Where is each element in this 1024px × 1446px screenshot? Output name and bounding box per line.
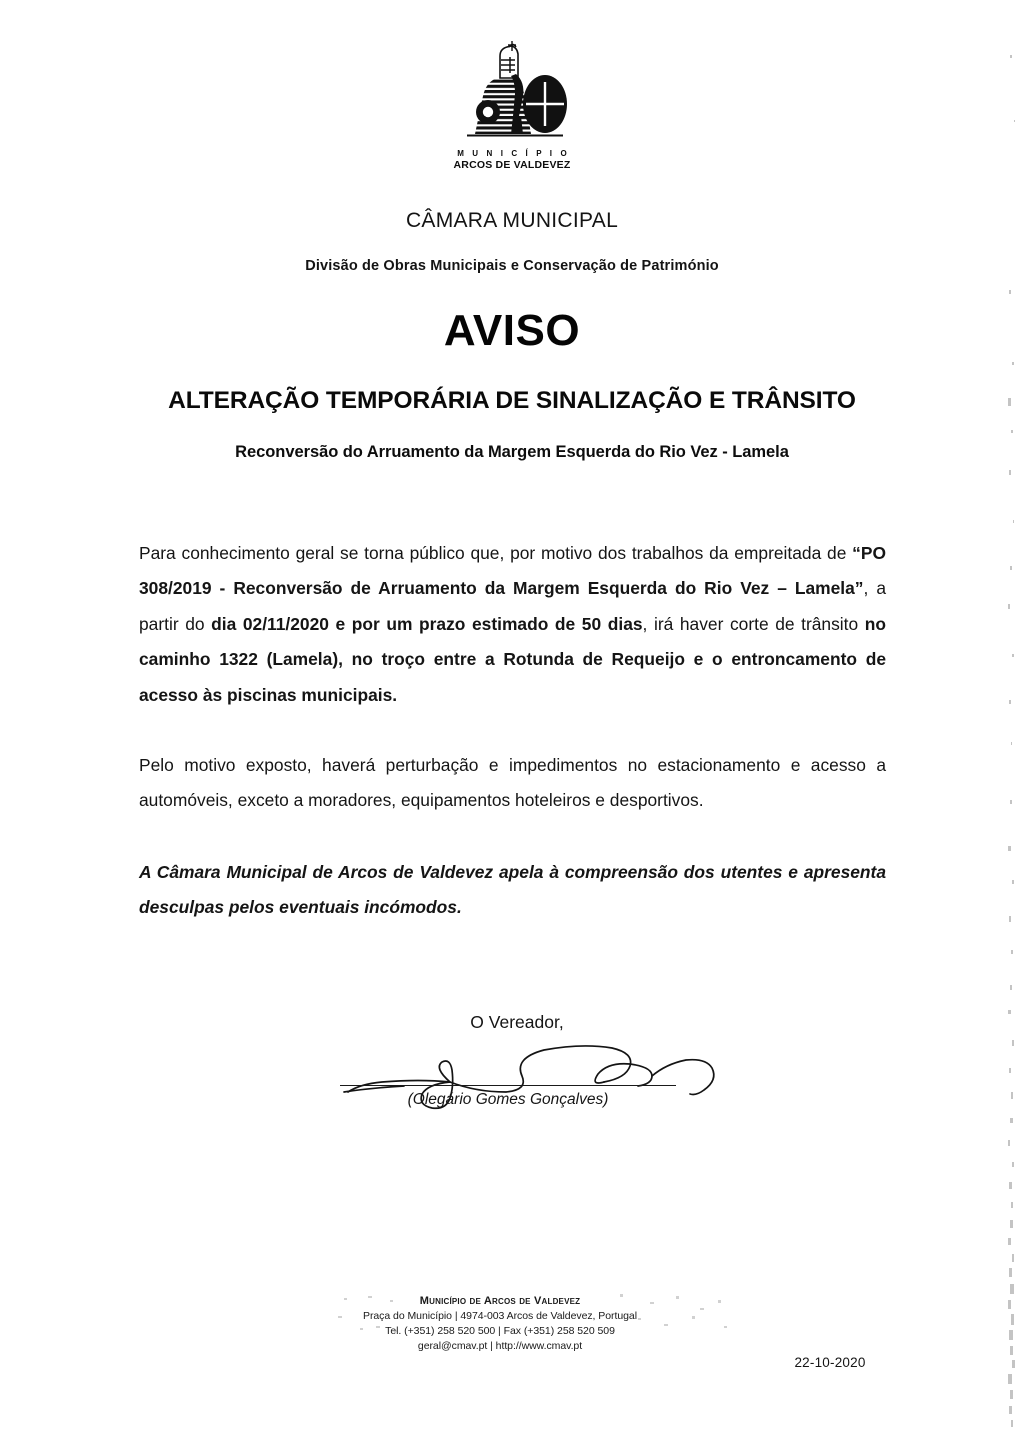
scan-noise-right-edge — [998, 0, 1024, 1446]
paragraph-1-run-3: , a partir do — [139, 578, 886, 634]
signatory-name: (Olegário Gomes Gonçalves) — [407, 1091, 609, 1108]
municipality-logo — [0, 38, 1024, 171]
paragraph-1-location: no caminho 1322 (Lamela), no troço entre a Rotunda de Requeijo e o entroncamento de acesso às piscinas municipais. — [139, 613, 886, 705]
logo-caption-municipio: M U N I C Í P I O — [457, 149, 570, 158]
division-subtitle: Divisão de Obras Municipais e Conservação de Património — [305, 258, 719, 274]
paragraph-1-dates: dia 02/11/2020 e por um prazo estimado de 50 dias — [211, 613, 643, 634]
signature-title: O Vereador, — [470, 1012, 564, 1032]
date-stamp: 22-10-2020 — [794, 1355, 866, 1370]
project-name: Reconversão do Arruamento da Margem Esquerda do Rio Vez - Lamela — [235, 443, 789, 461]
logo-caption-arcos-de-valdevez: ARCOS DE VALDEVEZ — [453, 159, 571, 171]
notice-paragraph-1 — [139, 536, 886, 713]
signature-rule — [340, 1085, 676, 1086]
arcos-de-valdevez-coat-of-arms-icon — [453, 38, 571, 148]
notice-paragraph-3-apology: A Câmara Municipal de Arcos de Valdevez apela à compreensão dos utentes e apresenta desculpas pelos eventuais incómodos. — [139, 862, 886, 918]
paragraph-1-run-1: Para conhecimento geral se torna público que, por motivo dos trabalhos da empreitada de — [139, 543, 853, 563]
notice-paragraph-2: Pelo motivo exposto, haverá perturbação e impedimentos no estacionamento e acesso a automóveis, exceto a moradores, equipamentos hoteleiros e desportivos. — [139, 755, 886, 811]
footer-municipality: Município de Arcos de Valdevez — [419, 1295, 581, 1307]
organization-title: CÂMARA MUNICIPAL — [405, 209, 619, 232]
footer-email-website: geral@cmav.pt | http://www.cmav.pt — [417, 1340, 583, 1352]
document-type-title: AVISO — [443, 306, 581, 355]
document-footer — [280, 1294, 720, 1354]
footer-phone-fax: Tel. (+351) 258 520 500 | Fax (+351) 258 520 509 — [385, 1325, 615, 1337]
document-subject: ALTERAÇÃO TEMPORÁRIA DE SINALIZAÇÃO E TRÂNSITO — [168, 387, 856, 414]
paragraph-1-run-5: , irá haver corte de trânsito — [642, 613, 865, 634]
footer-address: Praça do Município | 4974-003 Arcos de Valdevez, Portugal — [362, 1310, 638, 1322]
paragraph-1-contract-title: “PO 308/2019 - Reconversão de Arruamento da Margem Esquerda do Rio Vez – Lamela” — [139, 543, 886, 599]
